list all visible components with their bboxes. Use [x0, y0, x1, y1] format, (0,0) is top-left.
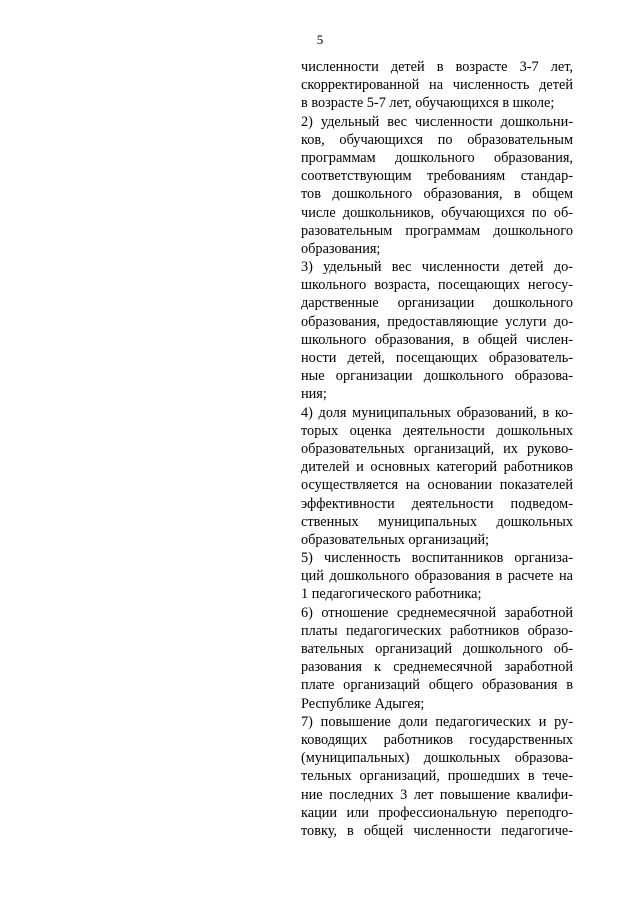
text-line: эффективности деятельности подведом- [301, 495, 573, 512]
text-line: образования; [301, 240, 381, 257]
text-line: Республике Адыгея; [301, 695, 425, 712]
text-line: соответствующим требованиям стандар- [301, 168, 573, 185]
text-line: ния; [301, 386, 327, 403]
text-line: 2) удельный вес численности дошкольни- [301, 113, 573, 130]
text-line: 3) удельный вес численности детей до- [301, 259, 573, 276]
text-line: ные организации дошкольного образова- [301, 368, 573, 385]
text-line: товку, в общей численности педагогиче- [301, 822, 573, 839]
text-line: образовательных организаций, их руково- [301, 440, 573, 457]
text-line: плате организаций общего образования в [301, 677, 573, 694]
text-line: ков, обучающихся по образовательным [301, 131, 573, 148]
text-line: числе дошкольников, обучающихся по об- [301, 204, 573, 221]
text-line: школьного образования, в общей числен- [301, 331, 573, 348]
text-line: платы педагогических работников образо- [301, 622, 573, 639]
text-line: 1 педагогического работника; [301, 586, 482, 603]
text-line: (муниципальных) дошкольных образова- [301, 750, 573, 767]
text-line: вательных организаций дошкольного об- [301, 641, 573, 657]
text-line: кации или профессиональную переподго- [301, 804, 573, 821]
text-line: 5) численность воспитанников организа- [301, 550, 573, 567]
page-number: 5 [316, 32, 324, 47]
text-line: разования к среднемесячной заработной [301, 659, 573, 676]
text-line: ственных муниципальных дошкольных [301, 513, 573, 530]
text-line: ций дошкольного образования в расчете на [301, 568, 573, 585]
text-line: 6) отношение среднемесячной заработной [301, 604, 573, 621]
text-line: осуществляется на основании показателей [301, 477, 573, 494]
text-line: программам дошкольного образования, [301, 149, 573, 166]
text-line: ности детей, посещающих образователь- [301, 350, 573, 366]
text-line: образовательных организаций; [301, 531, 490, 548]
text-line: школьного возраста, посещающих негосу- [301, 277, 573, 294]
text-line: торых оценка деятельности дошкольных [301, 422, 573, 439]
text-line: численности детей в возрасте 3-7 лет, [301, 59, 573, 75]
text-line: разовательным программам дошкольного [301, 222, 573, 239]
text-line: в возрасте 5-7 лет, обучающихся в школе; [301, 95, 555, 112]
text-line: тов дошкольного образования, в общем [301, 186, 573, 203]
text-line: тельных организаций, прошедших в тече- [301, 768, 573, 785]
text-line: образования, предоставляющие услуги до- [301, 313, 573, 330]
text-line: 4) доля муниципальных образований, в ко- [301, 404, 573, 421]
body-text [301, 58, 573, 840]
text-line: дарственные организации дошкольного [301, 295, 573, 312]
text-line: ние последних 3 лет повышение квалифи- [301, 786, 573, 803]
text-line: 7) повышение доли педагогических и ру- [301, 713, 573, 730]
text-line: скорректированной на численность детей [301, 77, 573, 94]
text-line: дителей и основных категорий работников [301, 459, 573, 476]
text-line: ководящих работников государственных [301, 731, 573, 748]
